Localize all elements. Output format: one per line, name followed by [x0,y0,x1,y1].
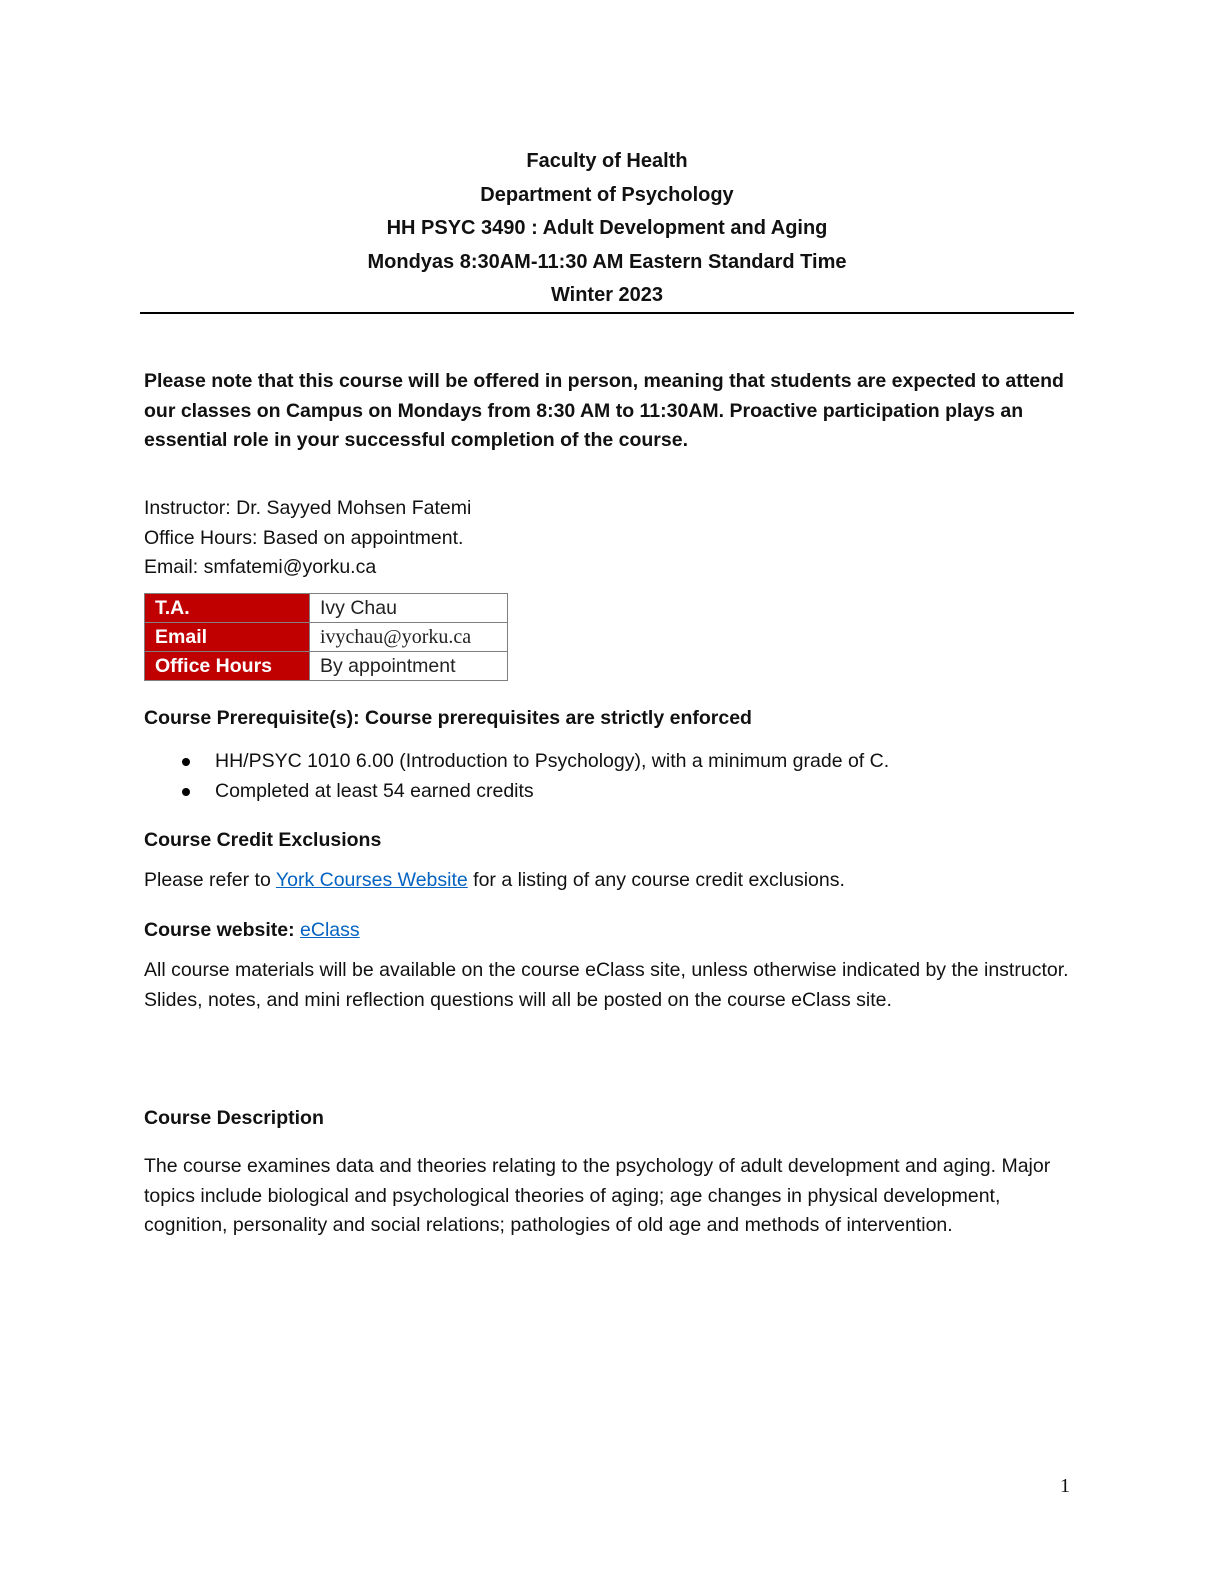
ta-office-hours: By appointment [310,652,508,681]
table-row [145,594,508,623]
instructor-info [144,494,471,583]
department-title: Department of Psychology [480,183,734,206]
bullet-icon [182,788,190,796]
page-number: 1 [1060,1475,1070,1497]
exclusions-text-before: Please refer to [144,869,276,891]
table-row [145,623,508,652]
course-website-description: All course materials will be available on the course eClass site, unless otherwise indicated by the instructor. Slides, notes, and mini reflection questions will all be posted on the course eClass site. [144,959,1069,1011]
ta-office-hours-label: Office Hours [145,652,310,681]
instructor-name: Instructor: Dr. Sayyed Mohsen Fatemi [144,497,472,519]
faculty-title: Faculty of Health [526,150,688,172]
course-schedule: Mondyas 8:30AM-11:30 AM Eastern Standard Time [367,250,847,273]
course-description-heading: Course Description [144,1107,324,1129]
header-divider [140,312,1074,314]
exclusions-text-after: for a listing of any course credit exclusions. [467,869,845,891]
exclusions-heading: Course Credit Exclusions [144,829,382,851]
bullet-icon [182,758,190,766]
instructor-email: Email: smfatemi@yorku.ca [144,556,377,578]
course-term: Winter 2023 [550,284,664,306]
course-title: HH PSYC 3490 : Adult Development and Aging [386,217,828,239]
course-website-line [144,916,1074,946]
prerequisite-text: HH/PSYC 1010 6.00 (Introduction to Psychology), with a minimum grade of C. [215,750,890,772]
ta-email-label: Email [145,623,310,652]
prerequisites-list [144,746,889,806]
list-item [144,776,889,806]
in-person-notice: Please note that this course will be offered in person, meaning that students are expected to attend our classes on Campus on Mondays from 8:30 AM to 11:30AM. Proactive participation plays an essential role in your successful completion of the course. [144,370,1064,451]
exclusions-text [144,866,1074,896]
york-courses-link[interactable]: York Courses Website [275,869,468,891]
course-description-text: The course examines data and theories relating to the psychology of adult development and aging. Major topics include biological and psychological theories of aging; age changes in physical development, cognition, personality and social relations; pathologies of old age and methods of intervention. [144,1155,1051,1236]
table-row [145,652,508,681]
instructor-office-hours: Office Hours: Based on appointment. [144,526,464,549]
ta-info-table [144,593,508,681]
ta-name: Ivy Chau [310,594,508,623]
ta-label: T.A. [145,594,310,623]
syllabus-header [140,145,1074,313]
ta-email: ivychau@yorku.ca [310,623,508,652]
course-website-label: Course website: [144,919,301,941]
prerequisites-heading: Course Prerequisite(s): Course prerequisites are strictly enforced [144,707,752,729]
eclass-link[interactable]: eClass [300,919,360,941]
prerequisite-text: Completed at least 54 earned credits [215,780,534,802]
list-item [144,746,889,776]
